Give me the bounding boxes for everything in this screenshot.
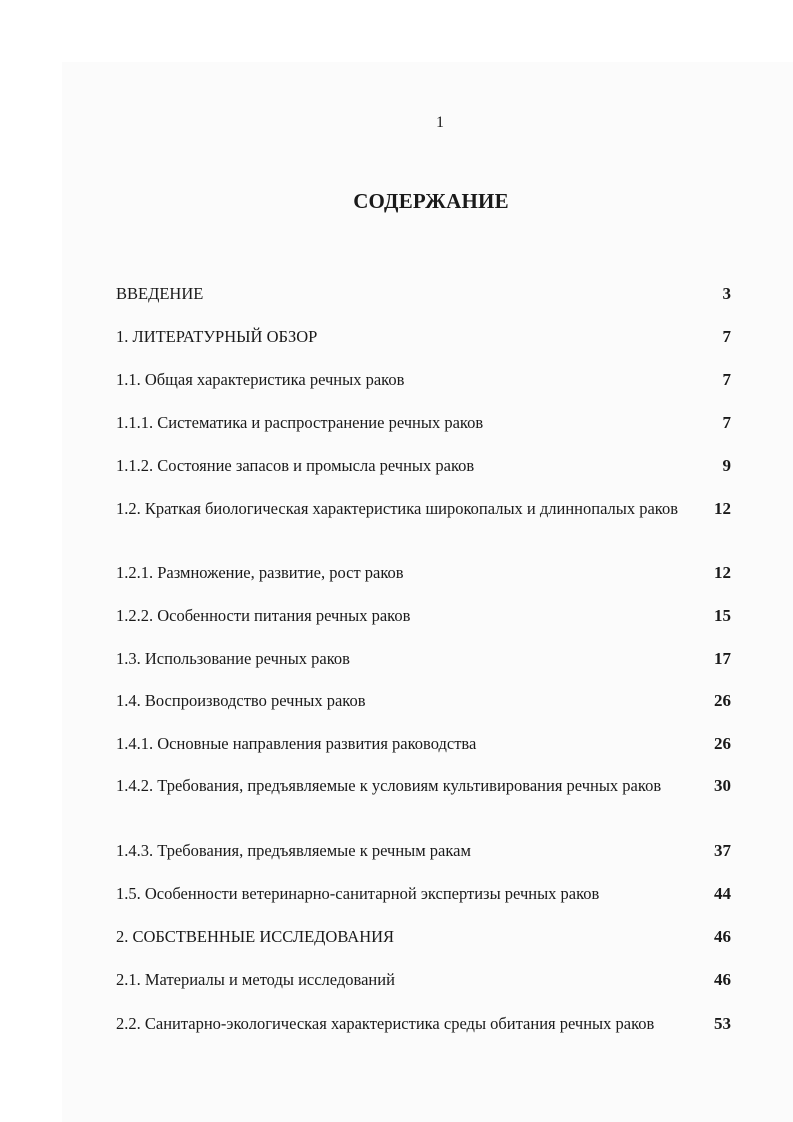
toc-entry-text: 2. СОБСТВЕННЫЕ ИССЛЕДОВАНИЯ xyxy=(116,927,395,946)
toc-entry-text: 2.2. Санитарно-экологическая характеристика среды обитания речных раков xyxy=(116,1014,655,1033)
toc-entry-text: 1.5. Особенности ветеринарно-санитарной экспертизы речных раков xyxy=(116,884,600,903)
toc-entry-page: 37 xyxy=(714,841,731,860)
page-title: СОДЕРЖАНИЕ xyxy=(353,189,509,213)
toc-entry-page: 17 xyxy=(714,649,731,668)
toc-entry-text: 1.1. Общая характеристика речных раков xyxy=(116,370,405,389)
toc-entry-page: 15 xyxy=(714,606,731,625)
toc-entry-page: 26 xyxy=(714,734,731,753)
toc-entry-text: 1.4.1. Основные направления развития раководства xyxy=(116,734,477,753)
toc-entry-text: 1.2.1. Размножение, развитие, рост раков xyxy=(116,563,404,582)
toc-entry-page: 26 xyxy=(714,691,731,710)
toc-entry-page: 7 xyxy=(722,370,731,389)
toc-entry-page: 44 xyxy=(714,884,731,903)
toc-entry-text: 1.2. Краткая биологическая характеристика широкопалых и длиннопалых раков xyxy=(116,499,679,518)
toc-entry-text: ВВЕДЕНИЕ xyxy=(116,284,204,303)
toc-entry-page: 12 xyxy=(714,499,731,518)
toc-entry-page: 46 xyxy=(714,927,731,946)
toc-entry-page: 30 xyxy=(714,776,731,795)
toc-entry-text: 1.4.3. Требования, предъявляемые к речным ракам xyxy=(116,841,471,860)
toc-entry-text: 1.1.1. Систематика и распространение речных раков xyxy=(116,413,484,432)
toc-entry-page: 9 xyxy=(722,456,731,475)
toc-entry-text: 1.2.2. Особенности питания речных раков xyxy=(116,606,411,625)
toc-entry-text: 1. ЛИТЕРАТУРНЫЙ ОБЗОР xyxy=(116,327,318,346)
toc-entry-page: 7 xyxy=(722,413,731,432)
toc-entry-page: 46 xyxy=(714,970,731,989)
toc-entry-page: 3 xyxy=(722,284,731,303)
toc-entry-page: 53 xyxy=(714,1014,731,1033)
toc-entry-page: 7 xyxy=(722,327,731,346)
table-of-contents xyxy=(116,0,736,1122)
toc-entry-page: 12 xyxy=(714,563,731,582)
toc-entry-text: 1.4. Воспроизводство речных раков xyxy=(116,691,366,710)
toc-entry-text: 1.4.2. Требования, предъявляемые к условиям культивирования речных раков xyxy=(116,776,662,795)
toc-entry-text: 1.3. Использование речных раков xyxy=(116,649,350,668)
toc-entry-text: 2.1. Материалы и методы исследований xyxy=(116,970,395,989)
page-number: 1 xyxy=(436,114,444,131)
toc-entry-text: 1.1.2. Состояние запасов и промысла речных раков xyxy=(116,456,475,475)
